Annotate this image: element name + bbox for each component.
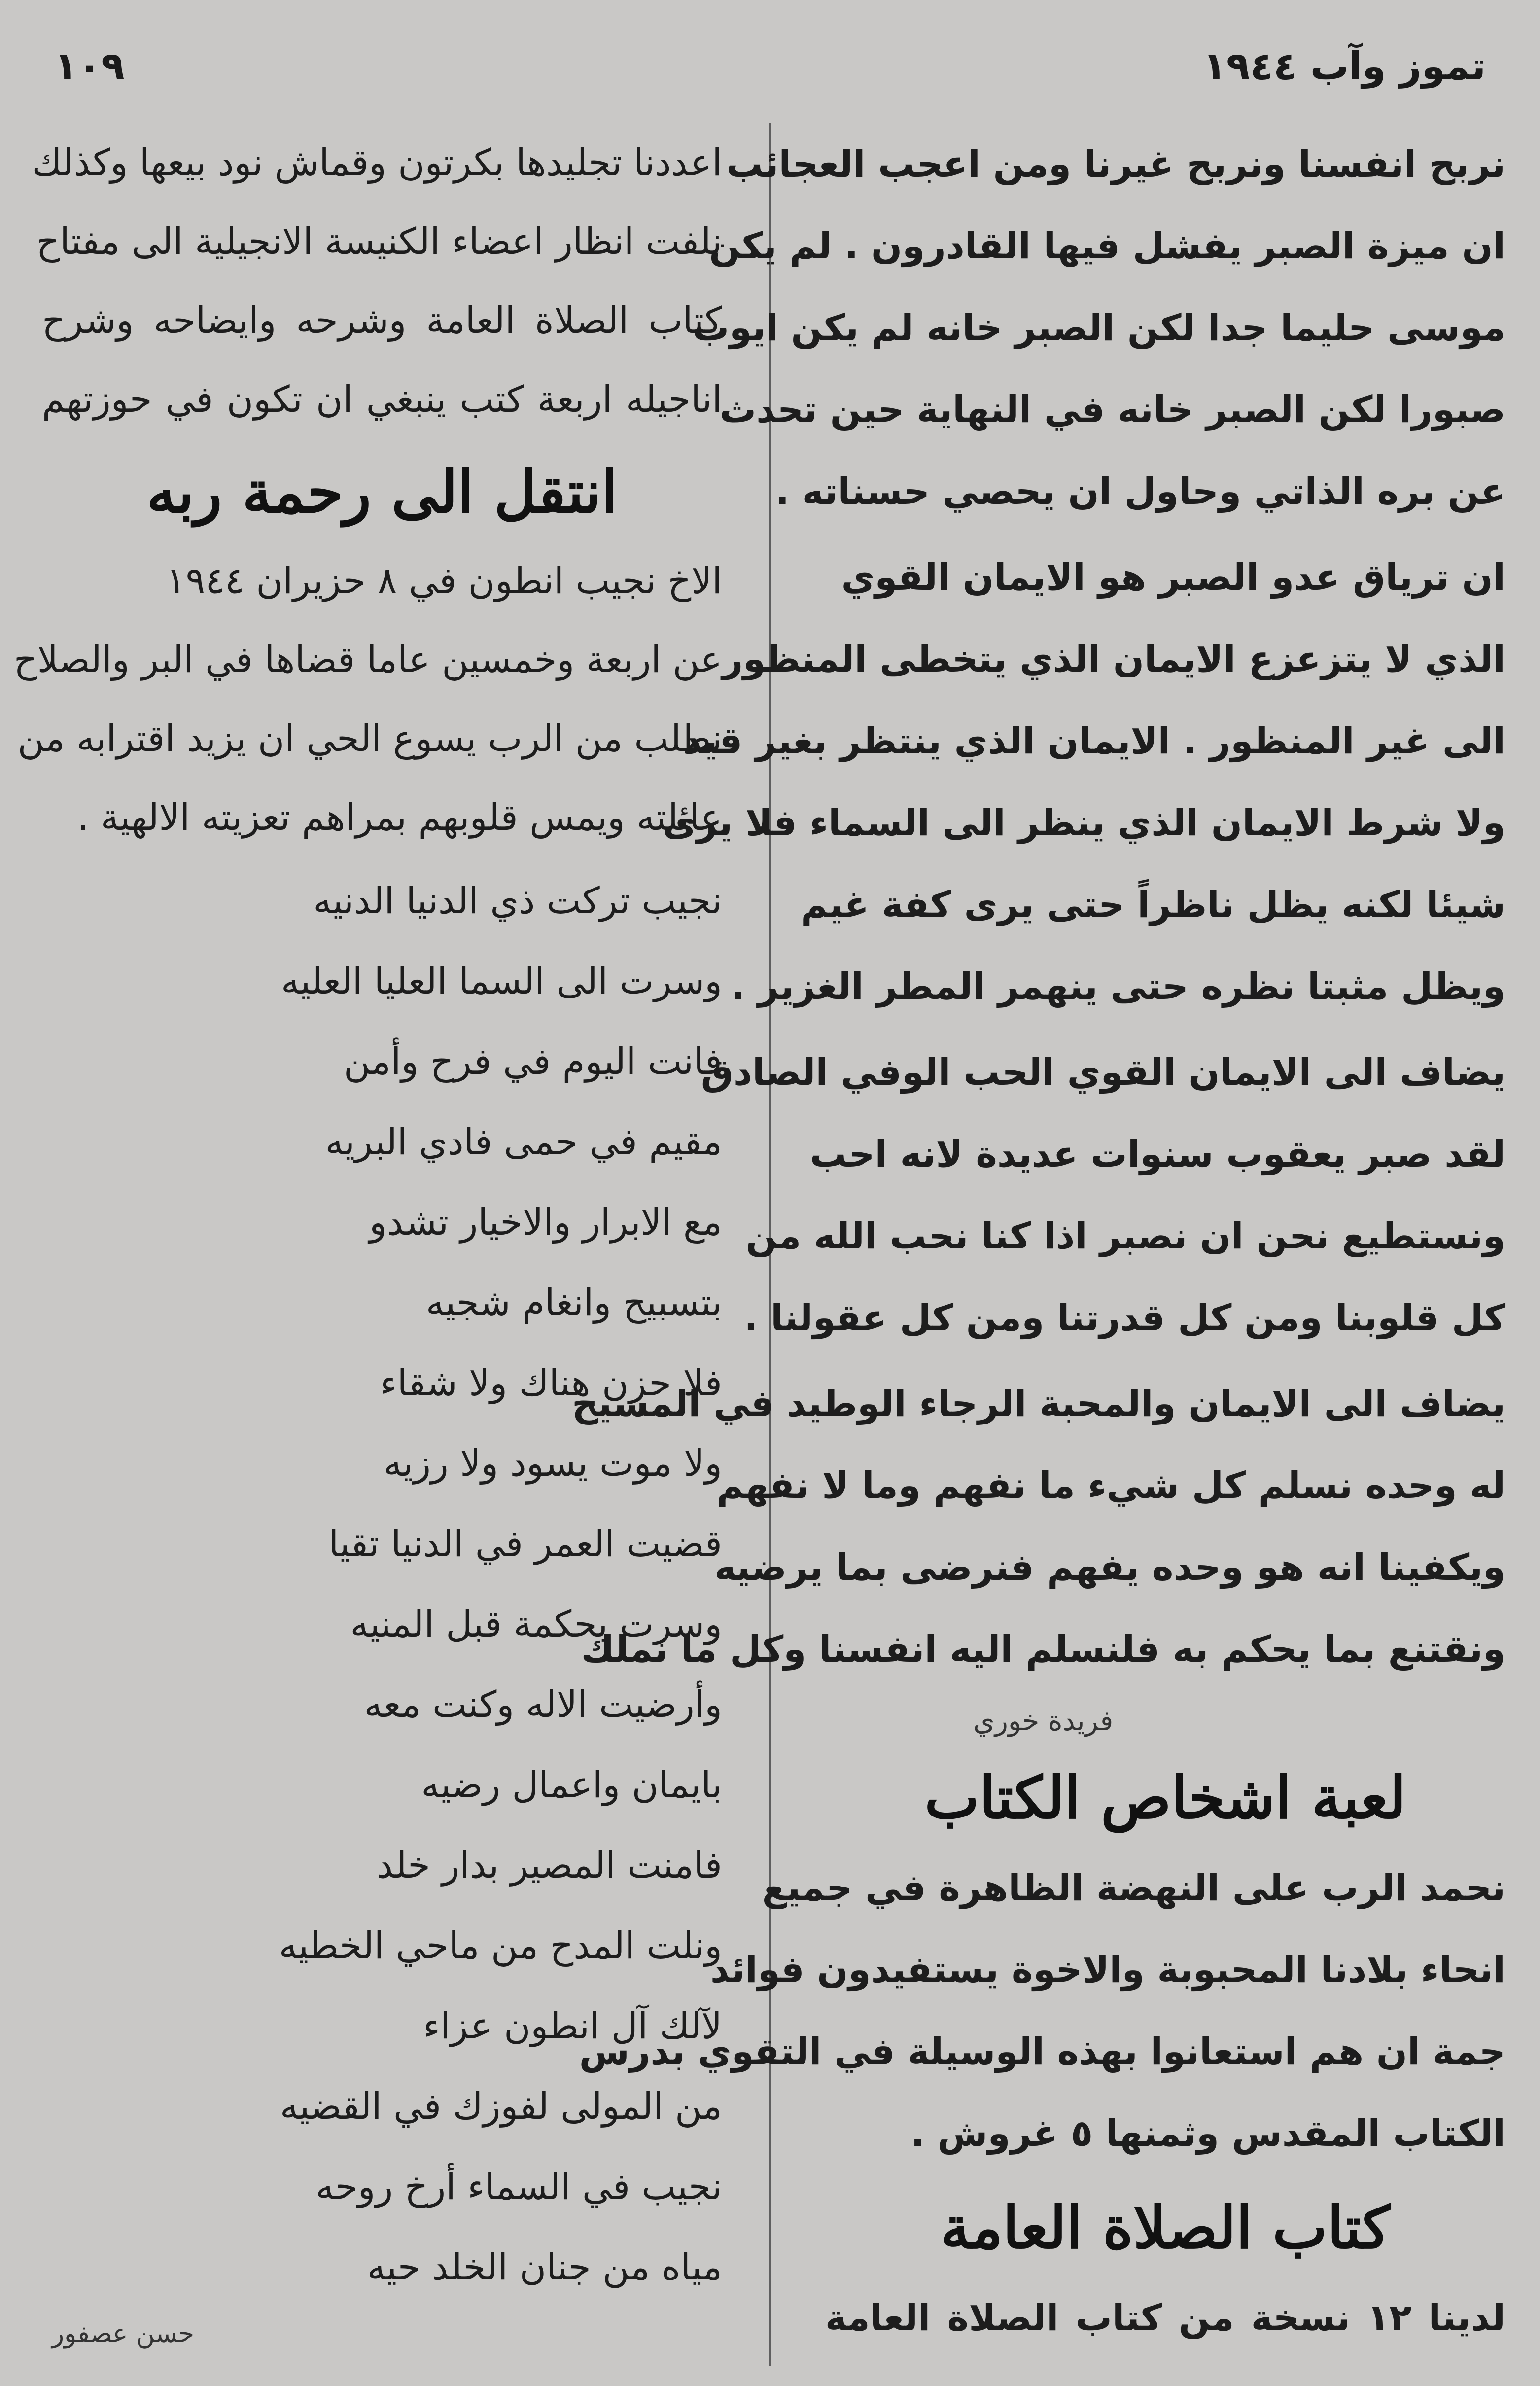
poem-line: مياه من جنان الخلد حيه (367, 2246, 722, 2288)
text-line: لقد صبر يعقوب سنوات عديدة لانه احب (809, 1133, 1505, 1175)
text-line: كتاب الصلاة العامة وشرحه وايضاحه وشرح (42, 299, 722, 342)
poem-line: قضيت العمر في الدنيا تقيا (328, 1523, 722, 1565)
article-author: فريدة خوري (973, 1705, 1114, 1737)
text-line: الاخ نجيب انطون في ٨ حزيران ١٩٤٤ (166, 560, 722, 602)
page-header (54, 30, 1486, 104)
text-line: جمة ان هم استعانوا بهذه الوسيلة في التقوي بدرس (579, 2030, 1505, 2073)
text-line: ويكفينا انه هو وحده يفهم فنرضى بما يرضيه (714, 1546, 1505, 1589)
page-number: ١٠٩ (54, 44, 125, 89)
text-line: ولا شرط الايمان الذي ينظر الى السماء فلا يرى (663, 802, 1505, 844)
poem-line: مقيم في حمى فادي البريه (325, 1121, 722, 1163)
elegy-poem (42, 861, 722, 2308)
text-line: له وحده نسلم كل شيء ما نفهم وما لا نفهم (716, 1464, 1505, 1507)
left-column (13, 123, 722, 2366)
game-paragraph (579, 1847, 1505, 2174)
poem-line: بتسبيح وانغام شجيه (425, 1282, 722, 1324)
poem-line: بايمان واعمال رضيه (421, 1764, 722, 1806)
game-heading: لعبة اشخاص الكتاب (924, 1763, 1406, 1832)
text-line: عن بره الذاتي وحاول ان يحصي حسناته . (775, 470, 1505, 513)
poem-line: وسرت بحكمة قبل المنيه (350, 1603, 722, 1645)
text-line: يضاف الى الايمان والمحبة الرجاء الوطيد في المسيح (571, 1383, 1505, 1425)
text-line: انحاء بلادنا المحبوبة والاخوة يستفيدون فوائد (710, 1949, 1505, 1991)
text-line: نربح انفسنا ونربح غيرنا ومن اعجب العجائب (726, 143, 1505, 185)
text-line: اناجيله اربعة كتب ينبغي ان تكون في حوزتهم (42, 378, 722, 421)
hope-paragraph (571, 1363, 1505, 1690)
text-line: ان ترياق عدو الصبر هو الايمان القوي (841, 556, 1505, 599)
poem-line: لآلك آل انطون عزاء (423, 2005, 722, 2047)
faith-paragraph (663, 536, 1505, 1028)
text-line: الى غير المنظور . الايمان الذي ينتظر بغير قيد (682, 720, 1505, 762)
poem-line: فانت اليوم في فرح وأمن (343, 1040, 722, 1083)
text-line: موسى حليما جدا لكن الصبر خانه لم يكن ايوب (692, 307, 1505, 349)
prayer-book-paragraph (825, 2277, 1505, 2359)
issue-date: تموز وآب ١٩٤٤ (1203, 44, 1486, 89)
text-line: نحمد الرب على النهضة الظاهرة في جميع (762, 1867, 1505, 1909)
obituary-heading: انتقل الى رحمة ربه (146, 458, 618, 526)
text-line: شيئا لكنه يظل ناظراً حتى يرى كفة غيم (801, 884, 1505, 926)
text-line: ويظل مثبتا نظره حتى ينهمر المطر الغزير . (731, 965, 1505, 1008)
text-line: اعددنا تجليدها بكرتون وقماش نود بيعها وكذلك (32, 142, 722, 184)
text-line: ونستطيع نحن ان نصبر اذا كنا نحب الله من (745, 1215, 1505, 1257)
text-line: ونقتنع بما يحكم به فلنسلم اليه انفسنا وكل ما نملك (581, 1628, 1505, 1671)
text-line: كل قلوبنا ومن كل قدرتنا ومن كل عقولنا . (744, 1297, 1505, 1339)
text-line: نطلب من الرب يسوع الحي ان يزيد اقترابه من (17, 717, 722, 760)
text-line: لدينا ١٢ نسخة من كتاب الصلاة العامة (825, 2297, 1505, 2339)
poem-line: مع الابرار والاخيار تشدو (369, 1201, 722, 1244)
obituary-paragraph (13, 541, 722, 857)
text-line: الكتاب المقدس وثمنها ٥ غروش . (910, 2112, 1505, 2155)
prayer-book-continued (32, 123, 722, 439)
text-line: نلفت انظار اعضاء الكنيسة الانجيلية الى مفتاح (36, 220, 722, 263)
poem-line: ونلت المدح من ماحي الخطيه (279, 1924, 722, 1967)
text-line: الذي لا يتزعزع الايمان الذي يتخطى المنظور (722, 638, 1505, 680)
poem-line: فامنت المصير بدار خلد (376, 1844, 722, 1887)
poem-line: ولا موت يسود ولا رزيه (383, 1442, 722, 1485)
poem-line: وأرضيت الاله وكنت معه (364, 1683, 722, 1726)
poem-line: من المولى لفوزك في القضيه (280, 2085, 722, 2128)
poem-line: نجيب في السماء أرخ روحه (315, 2166, 722, 2208)
text-line: ان ميزة الصبر يفشل فيها القادرون . لم يكن (709, 225, 1505, 267)
text-line: يضاف الى الايمان القوي الحب الوفي الصادق (700, 1051, 1505, 1094)
patience-paragraph (692, 123, 1505, 533)
text-line: عن اربعة وخمسين عاما قضاها في البر والصلاح (13, 639, 722, 681)
poet-name: حسن عصفور (52, 2319, 195, 2349)
text-line: عائلته ويمس قلوبهم بمراهم تعزيته الالهية . (77, 796, 722, 839)
poem-line: فلا حزن هناك ولا شقاء (380, 1362, 722, 1404)
poem-line: وسرت الى السما العليا العليه (280, 960, 722, 1002)
poem-line: نجيب تركت ذي الدنيا الدنيه (313, 880, 722, 922)
text-line: صبورا لكن الصبر خانه في النهاية حين تحدث (719, 389, 1505, 431)
love-paragraph (700, 1032, 1505, 1359)
prayer-book-heading: كتاب الصلاة العامة (940, 2193, 1391, 2262)
